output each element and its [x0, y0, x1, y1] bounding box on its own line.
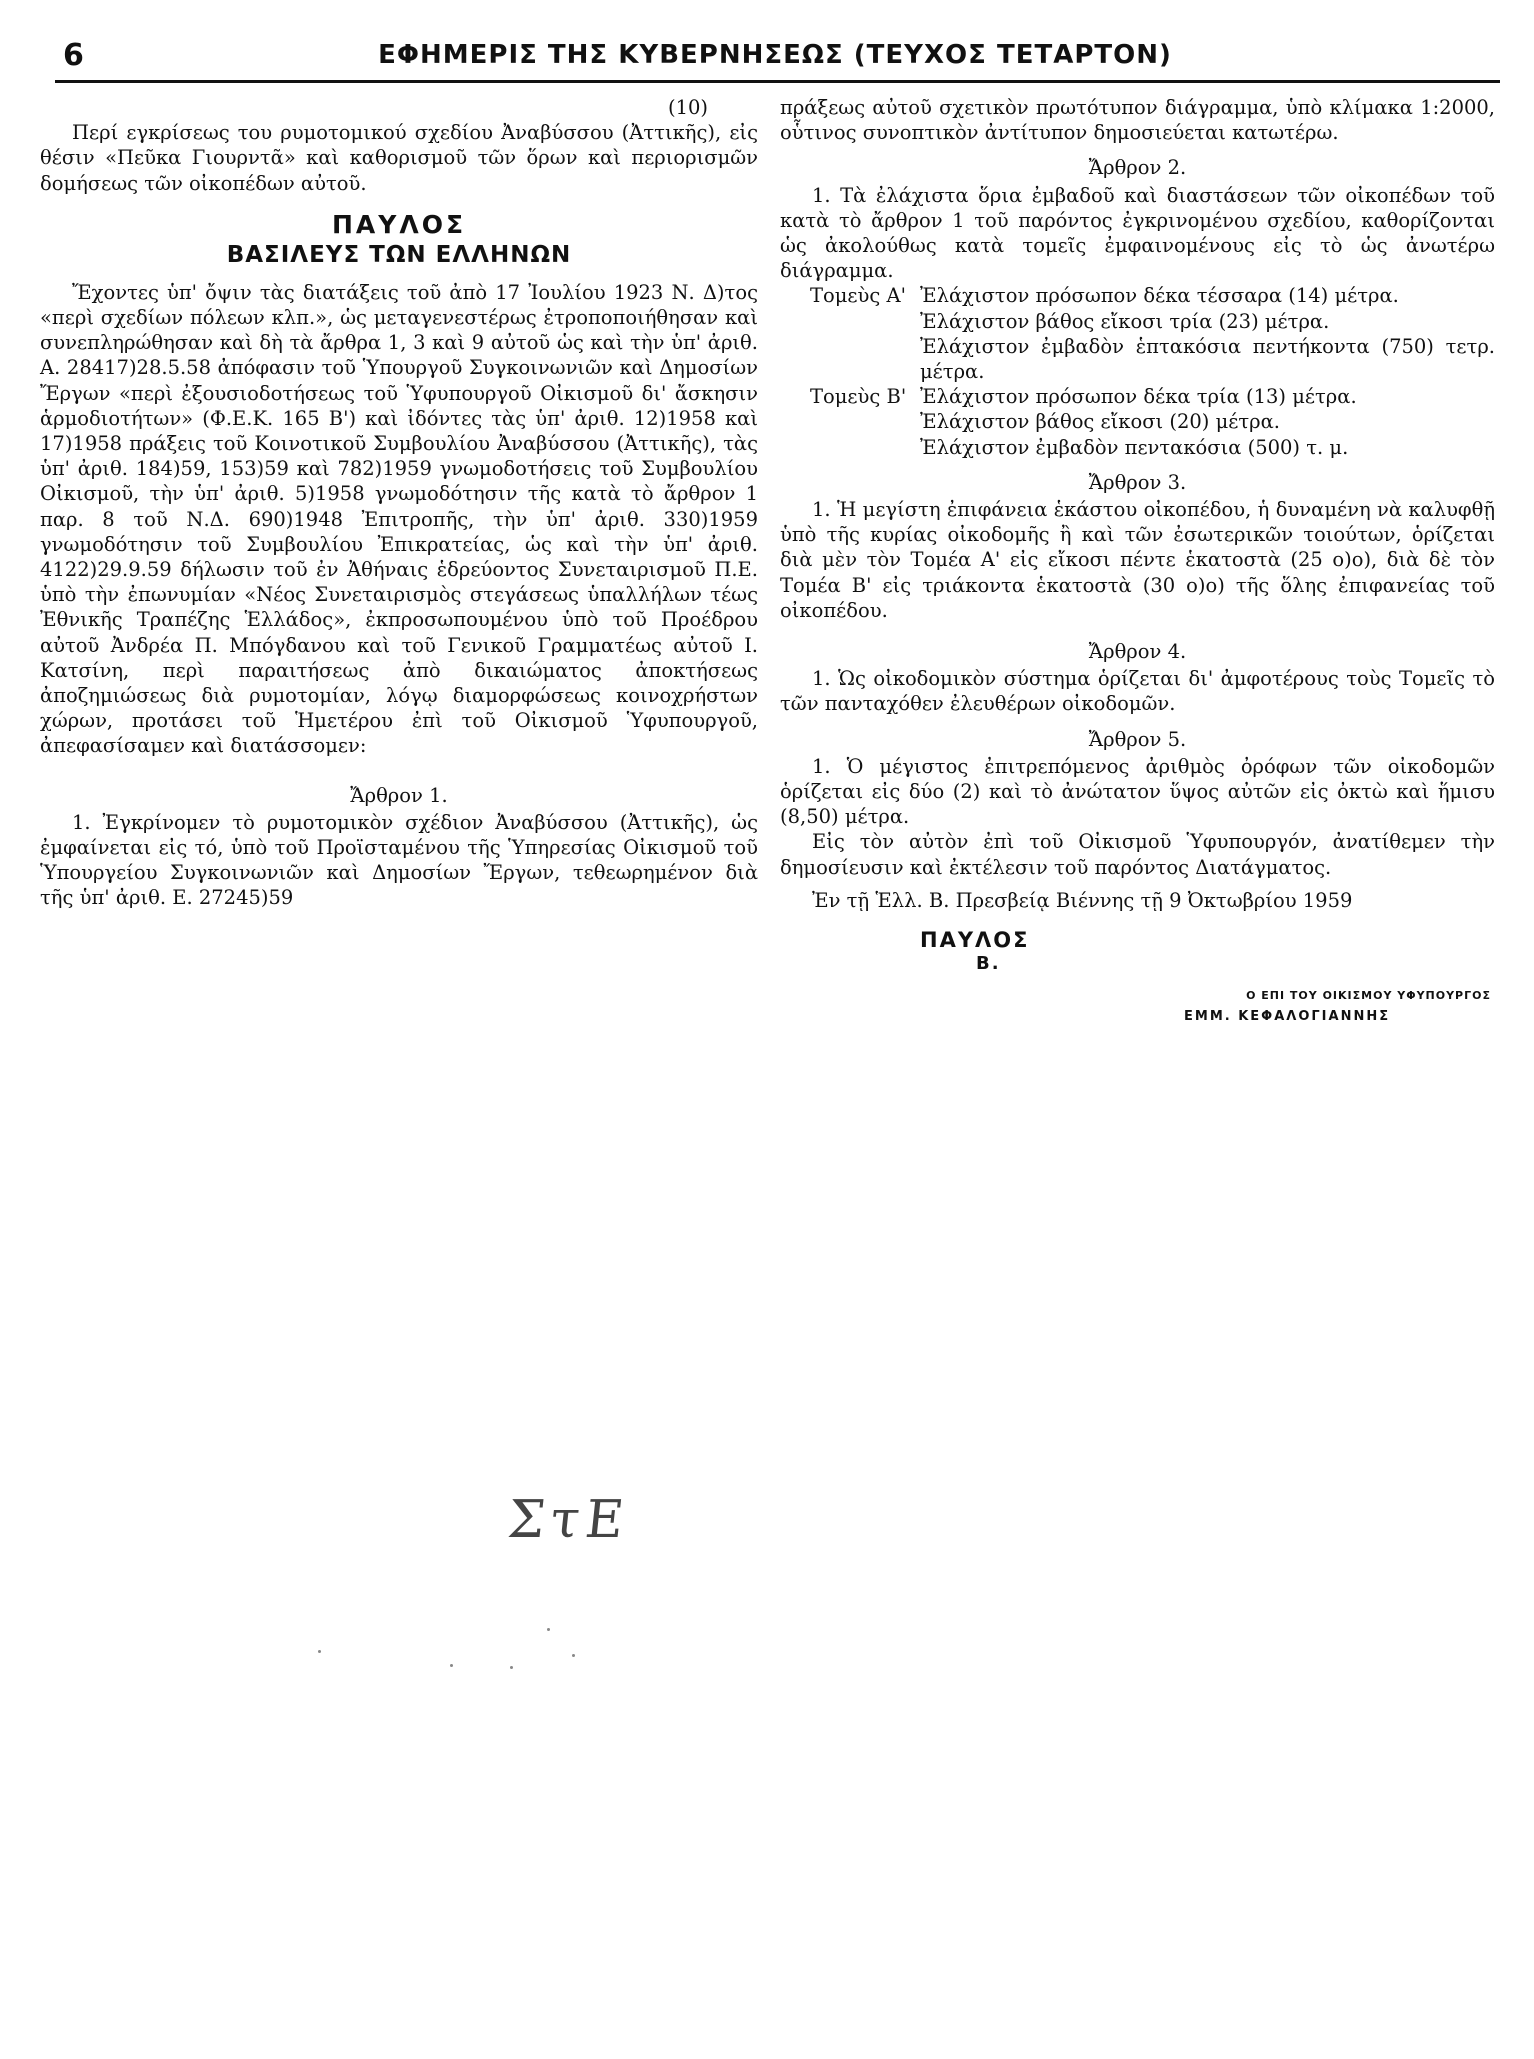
article-1-title: Ἄρθρον 1.: [350, 783, 448, 807]
article-5-text: 1. Ὁ μέγιστος ἐπιτρεπόμενος ἀριθμὸς ὀρόφων τῶν οἰκοδομῶν ὁρίζεται εἰς δύο (2) καὶ τὸ ἀνώτατον ὕψος αὐτῶν εἰς ὀκτὼ καὶ ἥμισυ (8,50) μέτρα.: [780, 754, 1495, 829]
article-1-continued: πράξεως αὐτοῦ σχετικὸν πρωτότυπον διάγραμμα, ὑπὸ κλίμακα 1:2000, οὗτινος συνοπτικὸν ἀντίτυπον δημοσιεύεται κατωτέρω.: [780, 96, 1495, 145]
signature-name: ΠΑΥΛΟΣ: [920, 928, 1030, 953]
minister-name: ΕΜΜ. ΚΕΦΑΛΟΓΙΑΝΝΗΣ: [1184, 1009, 1391, 1025]
sector-a-label: Τομεὺς Α': [810, 284, 906, 308]
minister-role: Ο ΕΠΙ ΤΟΥ ΟΙΚΙΣΜΟΥ ΥΦΥΠΟΥΡΓΟΣ: [1246, 989, 1491, 1003]
sector-a-rules: [920, 283, 1495, 384]
header-rule: [55, 80, 1500, 83]
article-3-text: 1. Ἡ μεγίστη ἐπιφάνεια ἑκάστου οἰκοπέδου, ἡ δυναμένη νὰ καλυφθῇ ὑπὸ τῆς κυρίας οἰκοδομῆς ἢ καὶ τῶν ἐσωτερικῶν τοιούτων, ὁρίζεται διὰ μὲν τὸν Τομέα Α' εἰς εἴκοσι πέντε ἑκατοστὰ (25 ο)ο), διὰ δὲ τὸν Τομέα Β' εἰς τριάκοντα ἑκατοστὰ (30 ο)ο) τῆς ὅλης ἐπιφανείας τοῦ οἰκοπέδου.: [780, 498, 1495, 622]
left-column: [40, 95, 758, 911]
article-2-title: Ἄρθρον 2.: [1088, 156, 1187, 180]
article-5-title: Ἄρθρον 5.: [1088, 727, 1187, 751]
speck: [572, 1654, 575, 1657]
king-title: ΒΑΣΙΛΕΥΣ ΤΩΝ ΕΛΛΗΝΩΝ: [226, 241, 572, 268]
sector-a-depth: Ἐλάχιστον βάθος εἴκοσι τρία (23) μέτρα.: [920, 309, 1330, 333]
speck: [318, 1650, 321, 1653]
preamble: Ἔχοντες ὑπ' ὄψιν τὰς διατάξεις τοῦ ἀπὸ 17 Ἰουλίου 1923 Ν. Δ)τος «περὶ σχεδίων πόλεων κλπ.», ὡς μεταγενεστέρως ἐτροποποιήθησαν καὶ συνεπληρώθησαν καὶ δὴ τὰ ἄρθρα 1, 3 καὶ 9 αὐτοῦ ὡς καὶ τὴν ὑπ' ἀριθ. Α. 28417)28.5.58 ἀπόφασιν τοῦ Ὑπουργοῦ Συγκοινωνιῶν καὶ Δημοσίων Ἔργων «περὶ ἐξουσιοδοτήσεως τοῦ Ὑφυπουργοῦ Οἰκισμοῦ δι' ἄσκησιν ἁρμοδιοτήτων» (Φ.Ε.Κ. 165 Β') καὶ ἰδόντες τὰς ὑπ' ἀριθ. 12)1958 καὶ 17)1958 πράξεις τοῦ Κοινοτικοῦ Συμβουλίου Ἀναβύσσου (Ἀττικῆς), τὰς ὑπ' ἀριθ. 184)59, 153)59 καὶ 782)1959 γνωμοδοτήσεις τοῦ Συμβουλίου Οἰκισμοῦ, τὴν ὑπ' ἀριθ. 5)1958 γνωμοδότησιν τῆς κατὰ τὸ ἄρθρον 1 παρ. 8 τοῦ Ν.Δ. 690)1948 Ἐπιτροπῆς, τὴν ὑπ' ἀριθ. 330)1959 γνωμοδότησιν τοῦ Συμβουλίου Ἐπικρατείας, ὡς καὶ τὴν ὑπ' ἀριθ. 4122)29.9.59 δήλωσιν τοῦ ἐν Ἀθήναις ἑδρεύοντος Συνεταιρισμοῦ Π.Ε. ὑπὸ τὴν ἐπωνυμίαν «Νέος Συνεταιρισμὸς στεγάσεως ὑπαλλήλων τέως Ἐθνικῆς Τραπέζης Ἑλλάδος», ἐκπροσωπουμένου ὑπὸ τοῦ Προέδρου αὐτοῦ Ἀνδρέα Π. Μπόγδανου καὶ τοῦ Γενικοῦ Γραμματέως αὐτοῦ Ι. Κατσίνη, περὶ παραιτήσεως ἀπὸ δικαιώματος ἀποκτήσεως ἀποζημιώσεως διὰ ρυμοτομίαν, λόγῳ διαμορφώσεως κοινοχρήστων χώρων, προτάσει τοῦ Ἡμετέρου ἐπὶ τοῦ Οἰκισμοῦ Ὑφυπουργοῦ, ἀπεφασίσαμεν καὶ διατάσσομεν:: [40, 280, 758, 758]
article-4-text: 1. Ὡς οἰκοδομικὸν σύστημα ὁρίζεται δι' ἀμφοτέρους τοὺς Τομεῖς τὸ τῶν πανταχόθεν ἐλευθέρων οἰκοδομῶν.: [780, 667, 1495, 716]
king-name: ΠΑΥΛΟΣ: [331, 209, 467, 239]
scan-specks: [300, 1620, 640, 1680]
sector-b-area: Ἐλάχιστον ἐμβαδὸν πεντακόσια (500) τ. μ.: [920, 435, 1349, 459]
decree-number: (10): [667, 96, 708, 119]
article-4-title: Ἄρθρον 4.: [1088, 640, 1187, 664]
sector-a-area: Ἐλάχιστον ἐμβαδὸν ἑπτακόσια πεντήκοντα (750) τετρ. μέτρα.: [920, 334, 1495, 384]
sector-b-rules: [920, 384, 1495, 460]
page-header: [55, 38, 1495, 78]
page-number: 6: [63, 38, 84, 73]
right-column: [780, 95, 1495, 1027]
article-1-text: 1. Ἐγκρίνομεν τὸ ρυμοτομικὸν σχέδιον Ἀναβύσσου (Ἀττικῆς), ὡς ἐμφαίνεται εἰς τό, ὑπὸ τοῦ Προϊσταμένου τῆς Ὑπηρεσίας Οἰκισμοῦ τοῦ Ὑπουργείου Συγκοινωνιῶν καὶ Δημοσίων Ἔργων, τεθεωρημένον διὰ τῆς ὑπ' ἀριθ. Ε. 27245)59: [40, 810, 758, 910]
article-2-text: 1. Τὰ ἐλάχιστα ὅρια ἐμβαδοῦ καὶ διαστάσεων τῶν οἰκοπέδων τοῦ κατὰ τὸ ἄρθρον 1 τοῦ παρόντος ἐγκρινομένου σχεδίου, καθορίζονται ὡς ἀκολούθως κατὰ τομεῖς ἐμφαινομένους εἰς τὸ ὡς ἀνωτέρω διάγραμμα.: [780, 183, 1495, 283]
speck: [510, 1666, 513, 1669]
sector-b-label: Τομεὺς Β': [810, 385, 907, 409]
sector-b-frontage: Ἐλάχιστον πρόσωπον δέκα τρία (13) μέτρα.: [920, 385, 1357, 409]
sector-b: [780, 384, 1495, 460]
closing-text: Εἰς τὸν αὐτὸν ἐπὶ τοῦ Οἰκισμοῦ Ὑφυπουργόν, ἀνατίθεμεν τὴν δημοσίευσιν καὶ ἐκτέλεσιν τοῦ παρόντος Διατάγματος.: [780, 830, 1495, 879]
gazette-title: ΕΦΗΜΕΡΙΣ ΤΗΣ ΚΥΒΕΡΝΗΣΕΩΣ (ΤΕΥΧΟΣ ΤΕΤΑΡΤΟΝ): [378, 40, 1172, 70]
sector-a-frontage: Ἐλάχιστον πρόσωπον δέκα τέσσαρα (14) μέτρα.: [920, 284, 1399, 308]
signature-letter: Β.: [976, 953, 1001, 975]
sector-b-depth: Ἐλάχιστον βάθος εἴκοσι (20) μέτρα.: [920, 410, 1281, 434]
place-date: Ἐν τῇ Ἑλλ. Β. Πρεσβείᾳ Βιέννης τῇ 9 Ὀκτωβρίου 1959: [812, 888, 1353, 912]
article-3-title: Ἄρθρον 3.: [1088, 470, 1187, 494]
handwritten-note: ΣτΕ: [504, 1490, 633, 1550]
sector-a: [780, 283, 1495, 384]
speck: [547, 1628, 550, 1631]
speck: [450, 1664, 453, 1667]
decree-subject: Περί εγκρίσεως του ρυμοτομικού σχεδίου Ἀναβύσσου (Ἀττικῆς), εἰς θέσιν «Πεῦκα Γιουρντᾶ» καὶ καθορισμοῦ τῶν ὅρων καὶ περιορισμῶν δομήσεως τῶν οἰκοπέδων αὐτοῦ.: [40, 121, 758, 195]
